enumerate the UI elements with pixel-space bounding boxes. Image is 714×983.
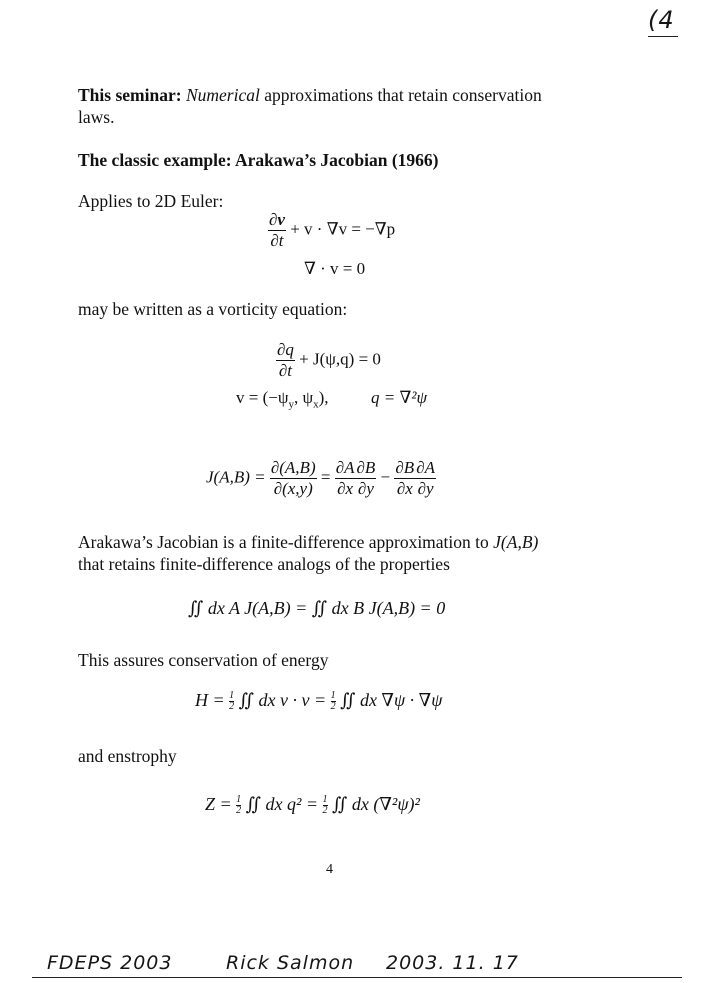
seminar-lead: This seminar: [78,85,182,105]
jacobian-lhs: J(A,B) = [206,467,266,487]
euler-momentum-rhs: + v · ∇v = −∇p [290,219,396,239]
vorticity-equation [276,340,381,381]
energy-mid: ∬ dx v · v = [238,690,327,710]
half-fraction: $\frac{1}{2}$ [229,690,235,713]
vorticity-intro: may be written as a vorticity equation: [78,299,348,319]
seminar-emphasis: Numerical [185,85,260,105]
footer-event: FDEPS 2003 [47,952,173,974]
q-definition: q = ∇²ψ [371,388,427,407]
enstrophy-mid: ∬ dx q² = [245,794,319,814]
jacobian-definition: J(A,B) = $\frac{\partial(A,B)}{\partial(x,y)}$ = $\frac{\partial A}{\partial x}$ $\frac{\partial B}{\partial y}$ − $\frac{\partial B}{\partial x}$ $\frac{\partial A}{\partial y}$ [206,458,435,498]
euler-momentum-equation [268,210,395,251]
velocity-definition: $v = (-\psi_y$, $\psi_x$), [236,388,329,411]
dB-dx-fraction: $\frac{\partial B}{\partial x}$ [395,458,415,498]
arakawa-line1: Arakawa’s Jacobian is a finite-difference approximation to [78,532,494,552]
applies-text: Applies to 2D Euler: [78,191,224,211]
energy-rhs: ∬ dx ∇ψ · ∇ψ [340,690,443,710]
integral-identity: ∬ dx A J(A,B) = ∬ dx B J(A,B) = 0 [188,598,446,618]
energy-equation [195,690,442,712]
arakawa-jacobian-symbol: J(A,B) [493,532,539,552]
corner-page-mark: (4 [648,6,675,34]
velocity-lhs: v = (−ψ [236,388,289,407]
corner-mark-underline [648,36,678,37]
vorticity-rhs: + J(ψ,q) = 0 [299,349,381,369]
half-fraction: $\frac{1}{2}$ [330,690,336,713]
dB-dy-fraction: $\frac{\partial B}{\partial y}$ [356,458,376,498]
arakawa-line2: that retains finite-difference analogs of the properties [78,554,450,574]
seminar-line1: approximations that retain conservation [259,85,542,105]
energy-text: This assures conservation of energy [78,650,329,670]
dq-dt-fraction: $\frac{\partial q}{\partial t}$ [277,340,294,380]
euler-divergence-equation: ∇ · v = 0 [304,259,366,278]
energy-lhs: H = [195,690,225,710]
half-fraction: $\frac{1}{2}$ [236,794,242,817]
dA-dx-fraction: $\frac{\partial A}{\partial x}$ [335,458,355,498]
dA-dy-fraction: $\frac{\partial A}{\partial y}$ [416,458,435,498]
arakawa-paragraph [78,531,638,575]
jacobian-partial-fraction: $\frac{\partial(A,B)}{\partial(x,y)}$ [270,458,316,498]
enstrophy-equation [205,794,420,816]
footer-author: Rick Salmon [226,952,355,974]
half-fraction: $\frac{1}{2}$ [322,794,328,817]
dv-dt-fraction: $\frac{\partial v}{\partial t}$ [269,210,285,250]
enstrophy-lhs: Z = [205,794,232,814]
footer-date: 2003. 11. 17 [386,952,519,974]
enstrophy-rhs: ∬ dx (∇²ψ)² [332,794,420,814]
footer-rule [32,977,682,978]
seminar-line2: laws. [78,107,115,127]
seminar-paragraph [78,84,618,128]
page-number: 4 [326,862,333,877]
enstrophy-text: and enstrophy [78,746,177,766]
section-heading: The classic example: Arakawa’s Jacobian (1966) [78,150,439,170]
